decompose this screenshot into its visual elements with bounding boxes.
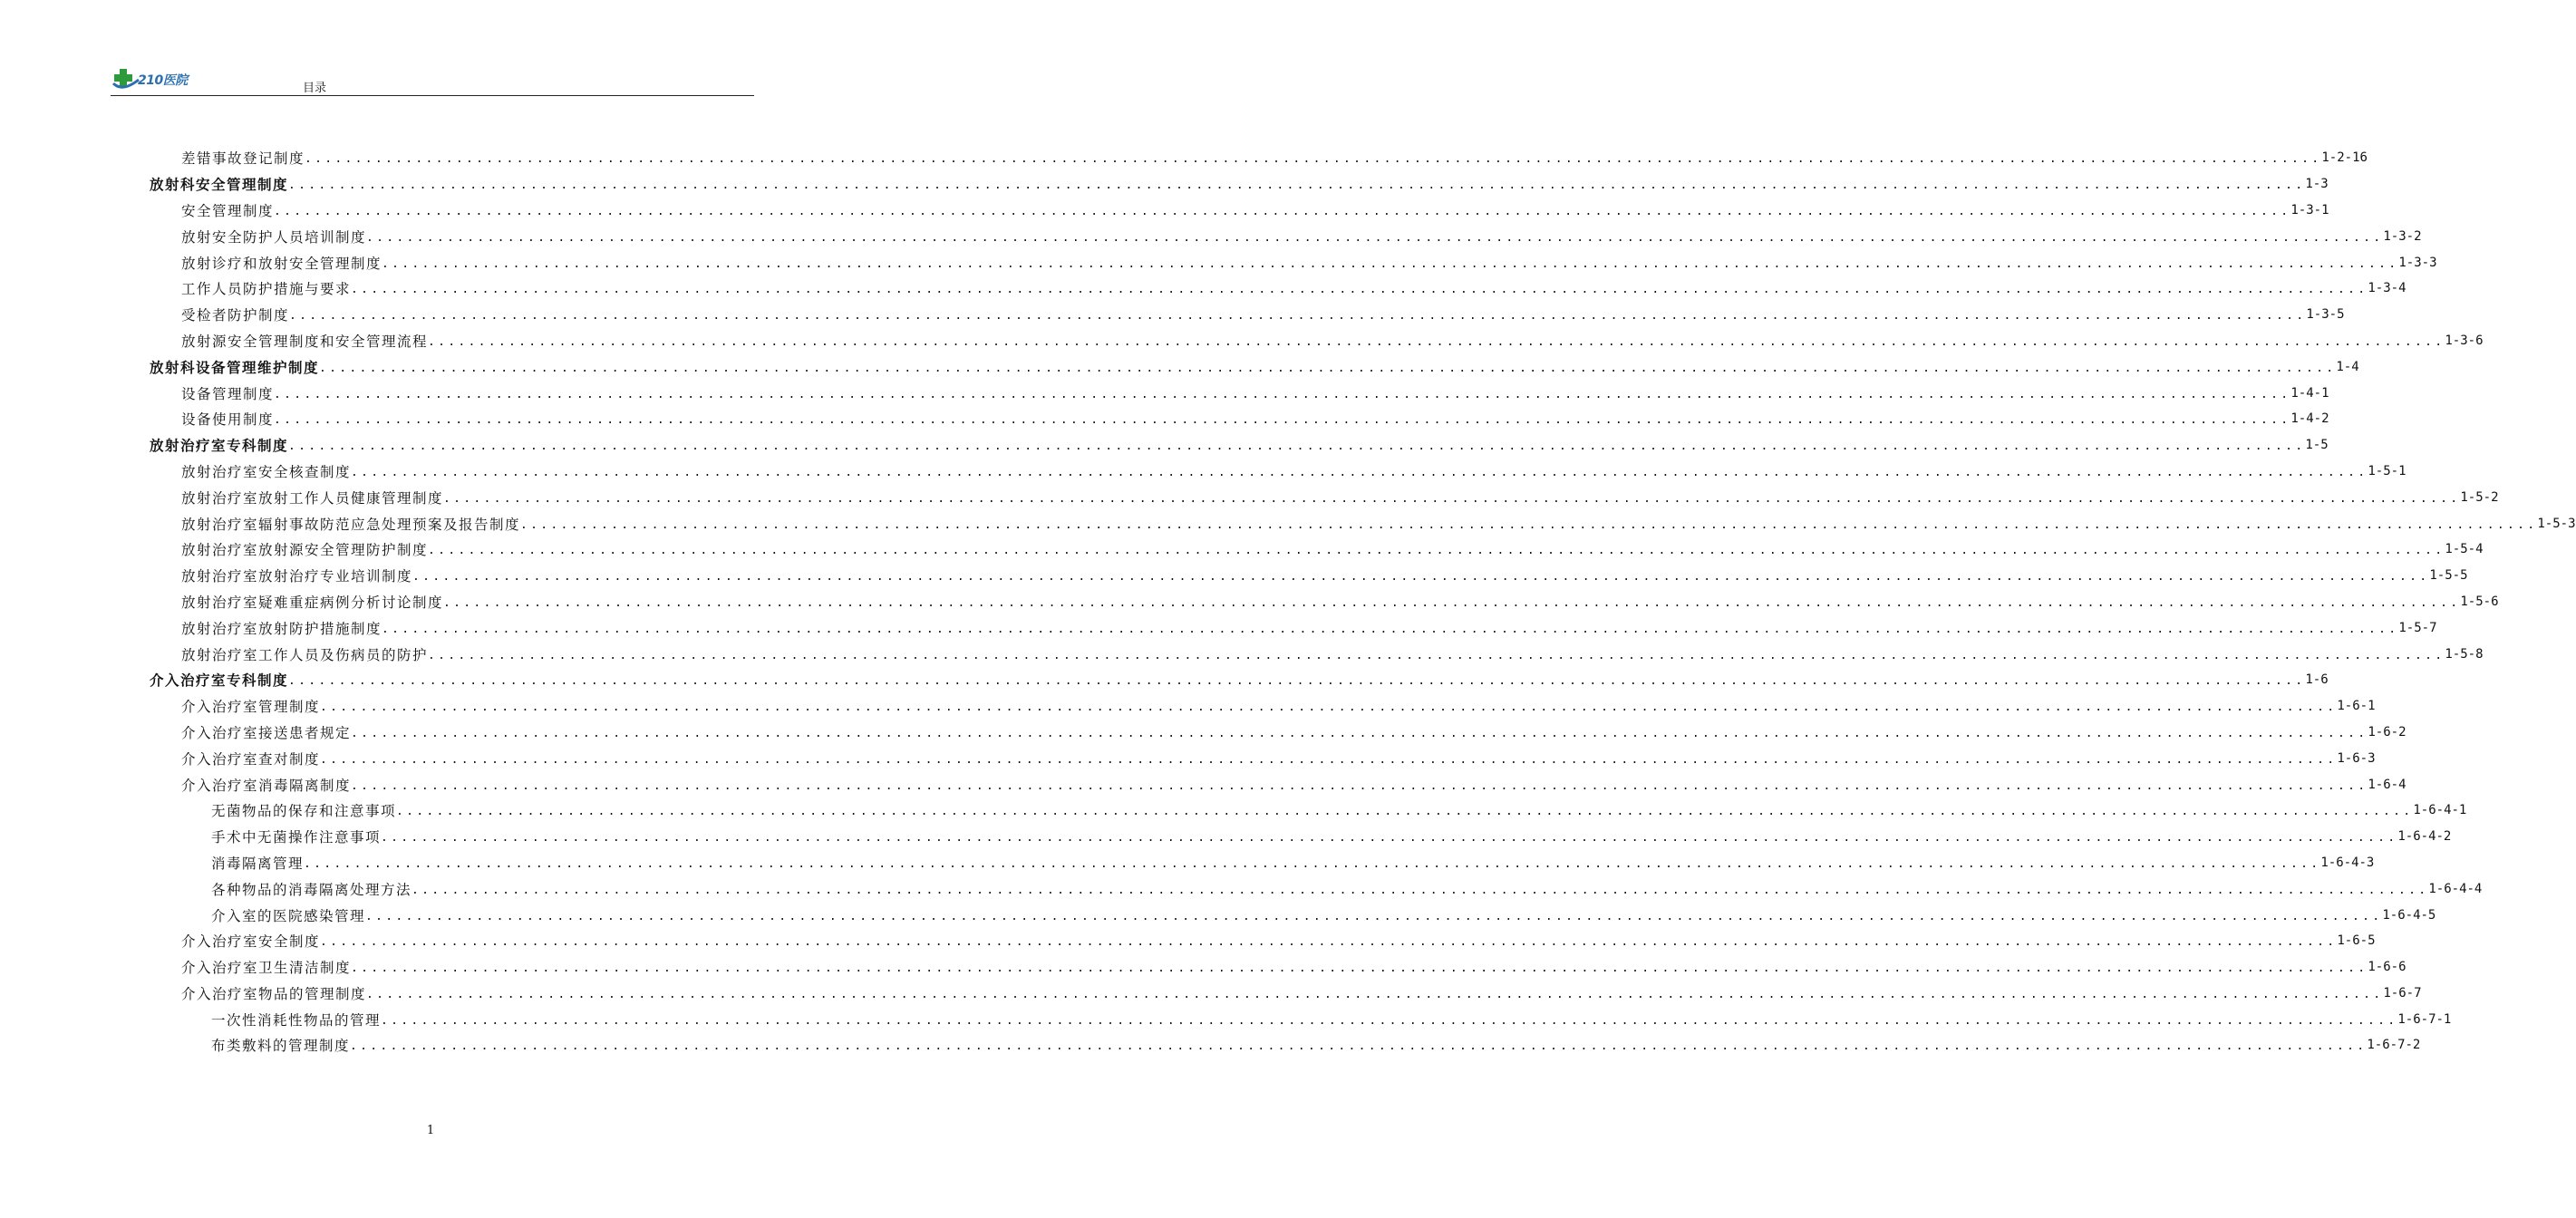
toc-entry[interactable]: [150, 798, 2467, 824]
toc-entry-title: 无菌物品的保存和注意事项: [211, 803, 397, 820]
toc-entry-page: 1-5-4: [2445, 542, 2484, 557]
toc-entry-page: 1-5-1: [2368, 463, 2407, 478]
toc-entry[interactable]: [150, 902, 2436, 928]
toc-entry-page: 1-5-2: [2460, 489, 2499, 505]
toc-entry[interactable]: [150, 1032, 2421, 1058]
toc-entry[interactable]: [150, 875, 2483, 902]
toc-leader-dots: ........................................................................................................................................................................................................: [319, 361, 2337, 375]
toc-entry[interactable]: [150, 353, 2359, 380]
toc-entry-title: 放射源安全管理制度和安全管理流程: [181, 333, 429, 350]
toc-entry[interactable]: [150, 824, 2452, 850]
toc-entry[interactable]: [150, 771, 2407, 798]
toc-leader-dots: ........................................................................................................................................................................................................: [288, 674, 2306, 689]
toc-entry-page: 1-3-3: [2398, 255, 2437, 270]
toc-leader-dots: ........................................................................................................................................................................................................: [320, 752, 2338, 767]
toc-entry-title: 设备使用制度: [181, 411, 275, 429]
toc-entry-title: 各种物品的消毒隔离处理方法: [211, 881, 412, 898]
toc-entry-title: 介入治疗室专科制度: [150, 672, 289, 690]
toc-entry[interactable]: [150, 380, 2329, 406]
toc-leader-dots: ........................................................................................................................................................................................................: [288, 440, 2306, 454]
toc-entry[interactable]: [150, 223, 2422, 249]
toc-entry-title: 受检者防护制度: [181, 307, 290, 324]
toc-entry[interactable]: [150, 850, 2375, 876]
toc-leader-dots: ........................................................................................................................................................................................................: [320, 935, 2338, 950]
toc-leader-dots: ........................................................................................................................................................................................................: [351, 726, 2368, 740]
toc-leader-dots: ........................................................................................................................................................................................................: [274, 413, 2291, 428]
toc-entry[interactable]: [150, 720, 2407, 746]
toc-entry-title: 放射安全防护人员培训制度: [181, 228, 367, 246]
toc-leader-dots: ........................................................................................................................................................................................................: [304, 856, 2321, 871]
toc-entry-page: 1-6-5: [2337, 933, 2376, 949]
toc-leader-dots: ........................................................................................................................................................................................................: [381, 831, 2398, 846]
toc-entry[interactable]: [150, 614, 2437, 641]
toc-entry-page: 1-3-6: [2445, 333, 2484, 348]
hospital-logo: [111, 65, 201, 92]
toc-entry[interactable]: [150, 249, 2437, 276]
toc-leader-dots: ........................................................................................................................................................................................................: [412, 570, 2430, 585]
toc-entry-page: 1-6-7-1: [2397, 1011, 2452, 1027]
toc-entry-page: 1-5-7: [2398, 620, 2437, 635]
toc-entry-title: 消毒隔离管理: [211, 855, 305, 872]
toc-entry-page: 1-6-7-2: [2367, 1038, 2421, 1053]
toc-entry[interactable]: [150, 745, 2376, 771]
toc-entry-page: 1-5-8: [2445, 646, 2484, 662]
toc-entry-title: 放射治疗室安全核查制度: [181, 463, 352, 480]
page-number: 1: [426, 1124, 435, 1137]
toc-leader-dots: ........................................................................................................................................................................................................: [428, 544, 2445, 558]
toc-entry[interactable]: [150, 641, 2484, 667]
toc-entry-page: 1-6: [2305, 672, 2329, 688]
toc-entry-title: 介入治疗室安全制度: [181, 933, 321, 951]
toc-leader-dots: ........................................................................................................................................................................................................: [365, 909, 2383, 923]
toc-entry-title: 介入治疗室卫生清洁制度: [181, 960, 352, 977]
toc-entry[interactable]: [150, 459, 2407, 485]
toc-leader-dots: ........................................................................................................................................................................................................: [382, 622, 2399, 636]
toc-entry-title: 放射治疗室放射防护措施制度: [181, 620, 383, 637]
toc-entry-title: 介入治疗室查对制度: [181, 750, 321, 768]
toc-leader-dots: ........................................................................................................................................................................................................: [443, 491, 2461, 506]
toc-entry[interactable]: [150, 954, 2407, 981]
toc-entry-page: 1-5-3: [2537, 516, 2576, 531]
toc-entry-page: 1-6-4: [2368, 777, 2407, 792]
toc-entry-page: 1-3: [2305, 177, 2329, 192]
toc-entry[interactable]: [150, 484, 2499, 510]
toc-entry-title: 布类敷料的管理制度: [211, 1038, 351, 1055]
toc-entry-page: 1-4-1: [2290, 385, 2329, 401]
toc-entry[interactable]: [150, 198, 2329, 224]
toc-entry-title: 设备管理制度: [181, 385, 275, 402]
page-header: [111, 60, 754, 96]
toc-entry[interactable]: [150, 328, 2484, 354]
toc-leader-dots: ........................................................................................................................................................................................................: [350, 1039, 2368, 1054]
toc-leader-dots: ........................................................................................................................................................................................................: [305, 152, 2322, 167]
toc-entry[interactable]: [150, 145, 2368, 171]
toc-leader-dots: ........................................................................................................................................................................................................: [274, 387, 2291, 401]
toc-entry[interactable]: [150, 667, 2329, 693]
toc-leader-dots: ........................................................................................................................................................................................................: [351, 465, 2368, 479]
toc-entry[interactable]: [150, 589, 2499, 615]
header-divider: [111, 95, 754, 96]
toc-entry-title: 安全管理制度: [181, 202, 275, 219]
toc-entry-page: 1-6-4-4: [2428, 881, 2483, 896]
toc-entry-title: 差错事故登记制度: [181, 150, 305, 168]
toc-entry-title: 介入治疗室接送患者规定: [181, 724, 352, 741]
toc-entry-page: 1-6-4-2: [2397, 829, 2452, 845]
toc-leader-dots: ........................................................................................................................................................................................................: [381, 1013, 2398, 1028]
toc-entry-page: 1-6-7: [2383, 985, 2422, 1000]
cross-logo-icon: [111, 65, 141, 92]
toc-leader-dots: ........................................................................................................................................................................................................: [412, 883, 2429, 897]
toc-leader-dots: ........................................................................................................................................................................................................: [274, 204, 2291, 218]
toc-entry-title: 放射治疗室疑难重症病例分析讨论制度: [181, 594, 444, 611]
toc-leader-dots: ........................................................................................................................................................................................................: [443, 595, 2461, 610]
toc-entry-page: 1-6-1: [2337, 699, 2376, 714]
table-of-contents: [150, 145, 2576, 1058]
toc-entry-title: 放射治疗室放射源安全管理防护制度: [181, 542, 429, 559]
toc-leader-dots: ........................................................................................................................................................................................................: [366, 987, 2384, 1001]
toc-entry-page: 1-6-4-5: [2382, 907, 2436, 923]
toc-entry-title: 放射治疗室工作人员及伤病员的防护: [181, 646, 429, 663]
toc-entry-page: 1-3-5: [2306, 307, 2345, 323]
toc-entry[interactable]: [150, 432, 2329, 459]
toc-entry-page: 1-5: [2305, 438, 2329, 453]
toc-leader-dots: ........................................................................................................................................................................................................: [351, 962, 2368, 976]
toc-entry[interactable]: [150, 302, 2345, 328]
toc-leader-dots: ........................................................................................................................................................................................................: [351, 283, 2368, 297]
toc-leader-dots: ........................................................................................................................................................................................................: [351, 778, 2368, 793]
toc-entry-title: 放射科安全管理制度: [150, 176, 289, 194]
toc-entry[interactable]: [150, 1006, 2452, 1032]
toc-entry[interactable]: [150, 276, 2407, 302]
toc-entry-title: 放射诊疗和放射安全管理制度: [181, 255, 383, 272]
toc-entry-page: 1-6-6: [2368, 960, 2407, 975]
toc-entry[interactable]: [150, 171, 2329, 198]
toc-leader-dots: ........................................................................................................................................................................................................: [520, 517, 2538, 532]
toc-leader-dots: ........................................................................................................................................................................................................: [428, 334, 2445, 349]
toc-leader-dots: ........................................................................................................................................................................................................: [289, 309, 2307, 324]
toc-entry-title: 放射科设备管理维护制度: [150, 358, 320, 376]
toc-entry-page: 1-3-1: [2290, 202, 2329, 218]
toc-entry[interactable]: [150, 693, 2376, 720]
toc-entry-title: 放射治疗室专科制度: [150, 437, 289, 455]
toc-leader-dots: ........................................................................................................................................................................................................: [382, 256, 2399, 271]
toc-entry-page: 1-2-16: [2321, 150, 2368, 166]
toc-entry-page: 1-5-6: [2460, 594, 2499, 609]
toc-entry-title: 介入治疗室管理制度: [181, 699, 321, 716]
header-title: 目录: [303, 82, 327, 95]
toc-entry-page: 1-6-4-3: [2320, 855, 2375, 870]
toc-leader-dots: ........................................................................................................................................................................................................: [396, 805, 2414, 819]
toc-entry-title: 介入治疗室物品的管理制度: [181, 985, 367, 1002]
toc-entry[interactable]: [150, 563, 2468, 589]
toc-leader-dots: ........................................................................................................................................................................................................: [320, 701, 2338, 715]
toc-entry-page: 1-3-4: [2368, 281, 2407, 296]
toc-entry-page: 1-4: [2336, 359, 2359, 374]
toc-entry-title: 介入室的医院感染管理: [211, 907, 366, 924]
toc-entry-page: 1-5-5: [2429, 568, 2468, 584]
toc-entry[interactable]: [150, 406, 2329, 432]
toc-entry-title: 工作人员防护措施与要求: [181, 281, 352, 298]
toc-leader-dots: ........................................................................................................................................................................................................: [428, 648, 2445, 662]
toc-entry-page: 1-6-3: [2337, 750, 2376, 766]
toc-entry[interactable]: [150, 536, 2484, 563]
toc-leader-dots: ........................................................................................................................................................................................................: [288, 179, 2306, 193]
toc-entry-page: 1-6-2: [2368, 724, 2407, 740]
logo-text: 210医院: [138, 73, 188, 88]
toc-leader-dots: ........................................................................................................................................................................................................: [366, 230, 2384, 245]
toc-entry-title: 手术中无菌操作注意事项: [211, 829, 382, 846]
toc-entry[interactable]: [150, 510, 2576, 536]
toc-entry-title: 介入治疗室消毒隔离制度: [181, 777, 352, 794]
toc-entry-title: 放射治疗室放射工作人员健康管理制度: [181, 489, 444, 507]
toc-entry-title: 一次性消耗性物品的管理: [211, 1011, 382, 1029]
toc-entry-title: 放射治疗室辐射事故防范应急处理预案及报告制度: [181, 516, 521, 533]
toc-entry-page: 1-4-2: [2290, 411, 2329, 427]
toc-entry-page: 1-6-4-1: [2413, 803, 2467, 818]
toc-entry-page: 1-3-2: [2383, 228, 2422, 244]
toc-entry-title: 放射治疗室放射治疗专业培训制度: [181, 568, 413, 585]
toc-entry[interactable]: [150, 928, 2376, 954]
toc-entry[interactable]: [150, 981, 2422, 1007]
